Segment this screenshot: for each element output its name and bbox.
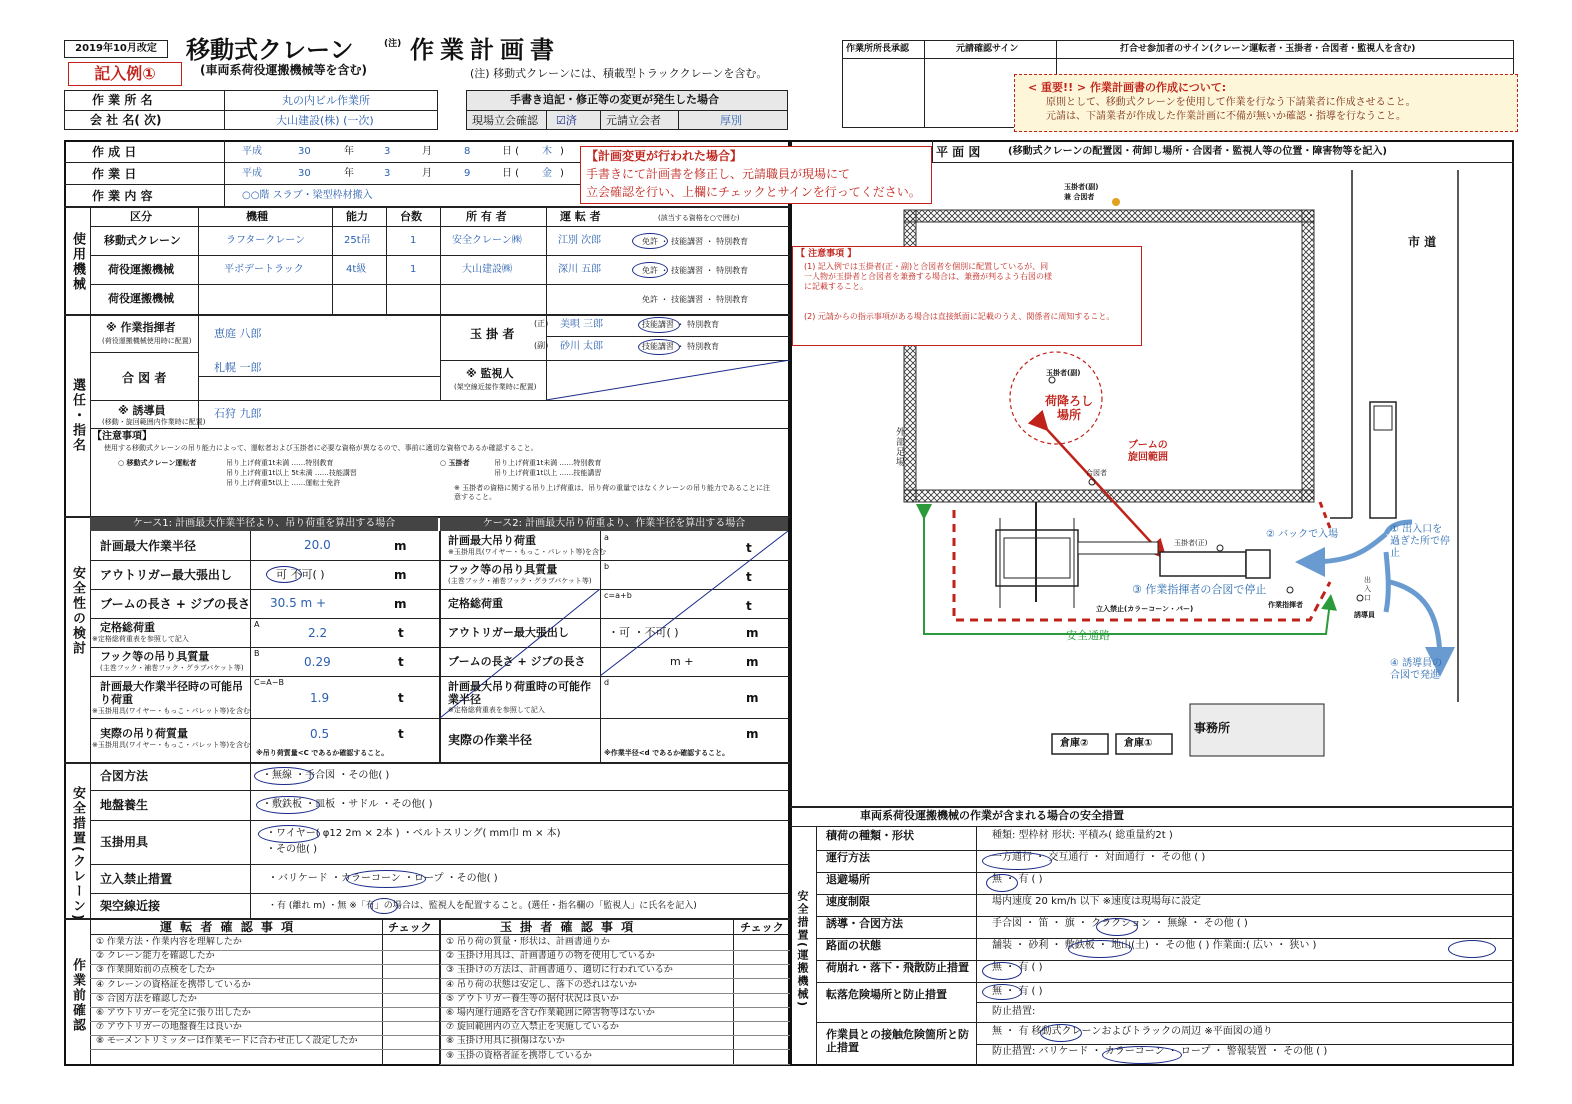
site-check-value[interactable]: ☑済 (556, 114, 577, 127)
safety-side-label: 安全性の検討 (70, 566, 85, 656)
vehicle-row-value: 無 ・ 有 ( ) (992, 986, 1043, 997)
signal-label: 合 図 者 (122, 371, 167, 385)
slinger-item: ④ 吊り荷の状態は安定し、落下の恐れはないか (446, 979, 637, 990)
choice-circle (1040, 1024, 1082, 1042)
calc-left5-tag: B (254, 649, 260, 658)
change-note-line1: 手書きにて計画書を修正し、元請職員が現場にて (586, 167, 851, 181)
leader-value: 恵庭 八郎 (214, 327, 262, 340)
plan-step4: ④ 誘導員の合図で発進 (1390, 658, 1443, 681)
calc-left2-label: アウトリガー最大張出し (100, 568, 232, 582)
work-site-value: 丸の内ビル作業所 (282, 94, 370, 107)
check-row-divider (440, 1064, 790, 1065)
vehicle-row-label: 作業員との接触危険箇所と防止措置 (826, 1028, 969, 1054)
vehicle-row-label: 積荷の種類・形状 (826, 829, 914, 842)
company-label: 会 社 名( 次) (90, 113, 162, 127)
plan-step1: ① 出入口を過ぎた所で停止 (1390, 524, 1450, 559)
slinger-item: ① 吊り荷の質量・形状は、計画書通りか (446, 937, 610, 947)
machine-row1-driver: 江別 次郎 (558, 235, 602, 246)
calc-left3-value: 30.5 m + (270, 596, 327, 610)
plan-signal-top: 兼 合図者 (1064, 193, 1095, 201)
slinger-sub-quals: 技能講習 ・ 特別教育 (642, 342, 720, 351)
calc-left7-unit: t (398, 727, 404, 741)
plan-outer-wall: 外部足場 (896, 428, 906, 468)
vehicle-row-value: 手合図 ・ 笛 ・ 旗 ・ クラクション ・ 無線 ・ その他 ( ) (992, 918, 1248, 929)
calc-left4-note: ※定格総荷重表を参照して記入 (92, 635, 189, 643)
slinger-sub: 砂川 太郎 (560, 341, 604, 352)
calc-left7-value: 0.5 (310, 727, 330, 741)
driver-item: ④ クレーンの資格証を携帯しているか (96, 979, 251, 990)
machines-head-owner: 所 有 者 (466, 210, 507, 223)
slinger-item: ⑤ アウトリガー養生等の据付状況は良いか (446, 993, 619, 1004)
plan-title: 平 面 図 (936, 145, 981, 159)
title-note: (注) (384, 39, 402, 49)
measure2-label: 地盤養生 (100, 798, 149, 812)
machine-row2-kind: 荷役運搬機械 (108, 263, 174, 276)
change-note-line2: 立会確認を行い、上欄にチェックとサインを行ってください。 (586, 185, 921, 199)
choice-circle (982, 962, 1022, 980)
slinger-qual-2: 吊り上げ荷重1t以上 ……技能講習 (494, 469, 602, 477)
crane-qual-2: 吊り上げ荷重1t以上 5t未満 ……技能講習 (226, 469, 357, 477)
plan-guide: 誘導員 (1354, 611, 1375, 619)
plan-title-note: (移動式クレーンの配置図・荷卸し場所・合図者・監視人等の位置・障害物等を記入) (1008, 146, 1387, 157)
plan-warehouse2: 倉庫② (1060, 738, 1089, 749)
calc-right5-label: ブームの長さ + ジブの長さ (448, 655, 586, 668)
slinger-item: ⑧ 玉掛け用具に損傷はないか (446, 1036, 565, 1047)
created-year-unit: 年 (344, 146, 354, 157)
calc-left1-unit: m (394, 539, 407, 553)
plan-step2: ② バックで入場 (1266, 529, 1339, 540)
measure3-value2: ・その他( ) (266, 844, 317, 855)
slinger-main: 美唄 三郎 (560, 319, 604, 330)
driver-check-col: チェック (388, 921, 432, 934)
calc-left7-check: ※吊り荷質量<C であるか確認すること。 (256, 749, 389, 757)
plan-safe-path: 安全通路 (1066, 629, 1110, 642)
vehicle-row-value2: 防止措置: (992, 1006, 1036, 1017)
created-month-unit: 月 (422, 146, 432, 157)
watch-note: (架空線近接作業時に配置) (454, 383, 537, 391)
plan-leader: 作業指揮者 (1268, 601, 1303, 609)
machine-row1-kind: 移動式クレーン (104, 234, 181, 247)
plan-signaler: 合図者 (1086, 469, 1107, 477)
calc-right2-unit: t (746, 570, 752, 584)
calc-left5-unit: t (398, 655, 404, 669)
slinger-main-tag: (正) (534, 319, 549, 328)
choice-circle (370, 898, 398, 914)
calc-right4-value: ・可 ・不可( ) (608, 626, 679, 639)
plan-note-2: (2) 元請からの指示事項がある場合は直接紙面に記載のうえ、関係者に周知すること。 (804, 312, 1115, 321)
content-value: ○○階 スラブ・梁型枠材搬入 (242, 190, 373, 201)
manager-sign-label: 作業所所長承認 (846, 44, 910, 54)
machine-row2-capacity: 4t級 (346, 264, 367, 275)
choice-circle (254, 767, 314, 785)
measure3-value: ・ワイヤー( φ12 2m × 2本 ) ・ベルトスリング( mm巾 m × 本) (266, 828, 561, 839)
driver-checks-title: 運 転 者 確 認 事 項 (160, 920, 296, 934)
machine-row1-quals: 免許 ・ 技能講習 ・ 特別教育 (642, 237, 749, 246)
calc-right2-label: フック等の吊り具質量 (448, 563, 558, 576)
calc-left4-tag: A (254, 620, 260, 629)
calc-left6-tag: C=A−B (254, 678, 284, 687)
change-box-title: 手書き追記・修正等の変更が発生した場合 (510, 93, 719, 106)
work-year-unit: 年 (344, 168, 354, 179)
created-day: 8 (464, 146, 471, 157)
created-era: 平成 (242, 146, 262, 157)
choice-circle (266, 566, 302, 583)
calc-left2-unit: m (394, 568, 407, 582)
crane-qual-1: 吊り上げ荷重1t未満 ……特別教育 (226, 459, 334, 467)
plan-note-title: 【 注意事項 】 (796, 249, 857, 259)
machines-head-note: (該当する資格を○で囲む) (658, 214, 740, 222)
revision-tag: 2019年10月改定 (64, 40, 168, 58)
calc-left6-value: 1.9 (310, 691, 330, 705)
calc-left1-value: 20.0 (304, 538, 331, 552)
case1-header: ケース1: 計画最大作業半径より、吊り荷重を算出する場合 (90, 517, 438, 531)
vehicle-row-value: 無 ・ 有 ( ) (992, 962, 1043, 973)
guide-note: (移動・旋回範囲内作業時に配置) (102, 418, 206, 426)
personnel-note-line: 使用する移動式クレーンの吊り能力によって、運転者および玉掛者に必要な資格が異なるので、事前に適切な資格であるか確認すること。 (104, 444, 538, 452)
machine-row3-quals: 免許 ・ 技能講習 ・ 特別教育 (642, 295, 749, 304)
plan-sub-slinger-top: 玉掛者(副) (1064, 183, 1099, 191)
important-line1: 原則として、移動式クレーンを使用して作業を行なう下請業者に作成させること。 (1046, 97, 1416, 108)
calc-right6-tag: d (604, 678, 610, 687)
machines-head-driver: 運 転 者 (560, 210, 601, 223)
work-weekday: 金 (542, 168, 552, 179)
qual-circle (638, 317, 680, 333)
plan-main-slinger: 玉掛者(正) (1174, 539, 1208, 547)
work-year: 30 (298, 168, 311, 179)
calc-right3-tag: c=a+b (604, 591, 632, 600)
machine-row2-model: 平ボデートラック (224, 264, 304, 275)
calc-left7-label: 実際の吊り荷質量 (100, 727, 188, 740)
machine-row2-quals: 免許 ・ 技能講習 ・ 特別教育 (642, 266, 749, 275)
vehicle-row-label: 退避場所 (826, 873, 870, 886)
driver-item: ⑥ アウトリガーを完全に張り出したか (96, 1008, 251, 1018)
calc-right6-label: 計画最大吊り荷重時の可能作業半径 (448, 680, 591, 706)
calc-right3-unit: t (746, 599, 752, 613)
case2-empty-slash-a (600, 531, 788, 676)
created-close: ) (560, 146, 564, 157)
crane-quals-title: ○ 移動式クレーン運転者 (118, 459, 197, 467)
city-road-label: 市 道 (1408, 235, 1437, 249)
machine-row1-capacity: 25t吊 (344, 235, 371, 246)
measure4-value: ・バリケード ・カラーコーン ・ロープ ・その他( ) (268, 873, 498, 884)
slinger-check-col: チェック (740, 921, 784, 934)
check-row-divider (90, 1049, 439, 1050)
slinger-quals-title: ○ 玉掛者 (440, 459, 470, 467)
plan-note-1: (1) 記入例では玉掛者(正・副)と合図者を個別に配置しているが、同一人物が玉掛者と合図者を兼務する場合は、兼務が判るよう右図の様に記載すること。 (804, 262, 1052, 291)
calc-right5-unit: m (746, 655, 759, 669)
contractor-sign-label: 元請確認サイン (956, 44, 1019, 54)
plan-boom-range: ブームの旋回範囲 (1128, 440, 1168, 463)
calc-right4-unit: m (746, 626, 759, 640)
measure5-value: ・有 (離れ m) ・無 ※「有」の場合は、監視人を配置すること。(選任・指名欄の「監視人」に氏名を記入) (268, 901, 697, 911)
content-label: 作 業 内 容 (92, 189, 153, 203)
choice-circle (1068, 940, 1132, 958)
calc-right1-tag: a (604, 533, 609, 542)
footnote: (注) 移動式クレーンには、積載型トラッククレーンを含む。 (470, 67, 768, 80)
slinger-main-quals: 技能講習 ・ 特別教育 (642, 320, 720, 329)
machines-head-kind: 区分 (130, 210, 152, 223)
vehicle-row-label: 転落危険場所と防止措置 (826, 988, 947, 1001)
measure2-value: ・敷鉄板 ・皿板 ・サドル ・その他( ) (262, 799, 433, 810)
work-month: 3 (384, 168, 391, 179)
created-label: 作 成 日 (92, 145, 137, 159)
calc-right6-note: ※定格総荷重表を参照して記入 (448, 706, 545, 714)
leader-note: (荷役運搬機械使用時に配置) (102, 337, 192, 345)
personnel-side-label: 選任・指名 (70, 378, 85, 453)
choice-circle (982, 984, 1022, 1000)
calc-right1-unit: t (746, 541, 752, 555)
machine-row2-owner: 大山建設㈱ (462, 264, 512, 275)
vehicle-title: 車両系荷役運搬機械の作業が含まれる場合の安全措置 (860, 809, 1124, 822)
calc-left7-note: ※玉掛用具(ワイヤー・もっこ・パレット等)を含む (92, 741, 251, 749)
vehicle-row-label: 路面の状態 (826, 939, 881, 952)
work-era: 平成 (242, 168, 262, 179)
calc-left6-unit: t (398, 691, 404, 705)
measure1-label: 合図方法 (100, 769, 149, 783)
calc-right2-note: (主巻フック・補巻フック・グラブバケット等) (448, 577, 592, 585)
work-day-unit: 日 ( (502, 168, 520, 179)
choice-circle (256, 796, 320, 814)
slinger-checks-title: 玉 掛 者 確 認 事 項 (500, 920, 636, 934)
measure1-value: ・無線 ・手合図 ・その他( ) (262, 770, 390, 781)
calc-right1-note: ※玉掛用具(ワイヤー・もっこ・パレット等)を含む (448, 548, 607, 556)
calc-right7-check: ※作業半径<d であるか確認すること。 (604, 749, 730, 757)
vehicle-row-value: 舗装 ・ 砂利 ・ 敷鉄板 ・ 地山(土) ・ その他 ( ) 作業面:( 広い ・ 狭い ) (992, 940, 1317, 951)
machine-row1-model: ラフタークレーン (226, 235, 306, 246)
measures-side-label: 安全措置(クレーン) (70, 786, 85, 922)
important-line2: 元請は、下請業者が作成した作業計画に不備が無いか確認・指導を行なうこと。 (1046, 111, 1406, 122)
driver-item: ② クレーン能力を確認したか (96, 951, 215, 962)
crane-qual-3: 吊り上げ荷重5t以上 ……運転士免許 (226, 479, 341, 487)
change-note-title: 【計画変更が行われた場合】 (586, 149, 743, 163)
vehicle-row-value: 種類: 型枠材 形状: 平積み( 総重量約2t ) (992, 830, 1173, 841)
contractor-value: 厚別 (720, 114, 742, 127)
vehicle-row-value2: 防止措置: バリケード ・ カラーコーン ・ ロープ ・ 警報装置 ・ その他 ( ) (992, 1046, 1328, 1057)
vehicle-row-label: 誘導・合図方法 (826, 917, 903, 930)
choice-circle (258, 825, 320, 843)
machines-head-count: 台数 (400, 210, 422, 223)
calc-left4-value: 2.2 (308, 626, 328, 640)
driver-item: ③ 作業開始前の点検をしたか (96, 965, 215, 976)
leader-label: ※ 作業指揮者 (106, 321, 176, 334)
plan-no-entry: 立入禁止(カラーコーン・バー) (1096, 605, 1194, 613)
machine-row3-kind: 荷役運搬機械 (108, 292, 174, 305)
created-day-unit: 日 ( (502, 146, 520, 157)
plan-warehouse1: 倉庫① (1124, 738, 1153, 749)
vehicle-row-label: 運行方法 (826, 851, 870, 864)
watch-empty-slash (546, 360, 790, 400)
machine-row2-count: 1 (410, 264, 417, 275)
work-day: 9 (464, 168, 471, 179)
calc-left3-unit: m (394, 597, 407, 611)
machine-row1-owner: 安全クレーン㈱ (452, 235, 522, 246)
slinger-sub-tag: (副) (534, 341, 549, 350)
qual-circle (632, 262, 668, 278)
guide-value: 石狩 九郎 (214, 407, 262, 420)
choice-circle (1096, 918, 1138, 936)
created-year: 30 (298, 146, 311, 157)
vehicle-row-value: 無 ・ 有 移動式クレーンおよびトラックの周辺 ※平面図の通り (992, 1026, 1273, 1037)
machine-row1-count: 1 (410, 235, 417, 246)
slinger-qual-note: ※ 玉掛者の資格に関する吊り上げ荷重は、吊り荷の重量ではなくクレーンの吊り能力であることに注意すること。 (454, 484, 770, 501)
machines-head-capacity: 能力 (346, 210, 368, 223)
calc-left6-note: ※玉掛用具(ワイヤー・もっこ・パレット等)を含む (92, 707, 251, 715)
company-value: 大山建設(株) (一次) (276, 114, 374, 127)
slinger-item: ⑨ 玉掛の資格者証を携帯しているか (446, 1050, 592, 1061)
driver-item: ⑤ 合図方法を確認したか (96, 993, 197, 1004)
guide-label: ※ 誘導員 (118, 404, 166, 417)
vehicle-row-value: 場内速度 20 km/h 以下 ※速度は現場毎に設定 (992, 896, 1202, 907)
plan-drop-zone: 荷降ろし場所 (1044, 394, 1093, 422)
choice-circle (346, 870, 426, 888)
machines-side-label: 使用機械 (70, 232, 85, 292)
calc-left1-label: 計画最大作業半径 (100, 539, 197, 553)
checks-side-label: 作業前確認 (70, 958, 85, 1033)
watch-label: ※ 監視人 (466, 367, 514, 380)
slinger-label: 玉 掛 者 (470, 327, 515, 341)
work-close: ) (560, 168, 564, 179)
title-main: 移動式クレーン (186, 36, 354, 64)
driver-item: ⑦ アウトリガーの地盤養生は良いか (96, 1022, 242, 1033)
calc-left3-label: ブームの長さ + ジブの長さ (100, 597, 251, 611)
calc-right6-unit: m (746, 691, 759, 705)
choice-circle (982, 852, 1052, 870)
plan-gate: 出入口 (1364, 576, 1371, 602)
choice-circle (1448, 940, 1496, 958)
machines-head-model: 機種 (246, 210, 268, 223)
important-title: < 重要!! > 作業計画書の作成について: (1028, 81, 1227, 94)
plan-office: 事務所 (1194, 721, 1231, 735)
plan-note-box (792, 246, 1142, 346)
choice-circle (986, 874, 1018, 892)
calc-right3-label: 定格総荷重 (448, 597, 503, 610)
work-date-label: 作 業 日 (92, 167, 137, 181)
slinger-item: ⑦ 旋回範囲内の立入禁止を実施しているか (446, 1022, 619, 1033)
plan-step3: ③ 作業指揮者の合図で停止 (1132, 583, 1267, 596)
vehicle-row-value: 一方通行 ・ 交互通行 ・ 対面通行 ・ その他 ( ) (992, 852, 1206, 863)
calc-left4-label: 定格総荷重 (100, 621, 155, 634)
qual-circle (638, 339, 680, 355)
subtitle: (車両系荷役運搬機械等を含む) (200, 63, 367, 77)
machine-row2-driver: 深川 五郎 (558, 264, 602, 275)
measure4-label: 立入禁止措置 (100, 872, 173, 886)
slinger-qual-1: 吊り上げ荷重1t未満 ……特別教育 (494, 459, 602, 467)
slinger-item: ③ 玉掛けの方法は、計画書通り、適切に行われているか (446, 965, 673, 976)
personnel-note-title: 【注意事項】 (92, 431, 152, 442)
qual-circle (632, 233, 668, 249)
calc-left5-value: 0.29 (304, 655, 331, 669)
slinger-item: ② 玉掛け用具は、計画書通りの物を使用しているか (446, 951, 655, 962)
site-check-label: 現場立会確認 (472, 114, 538, 127)
work-month-unit: 月 (422, 168, 432, 179)
calc-right2-tag: b (604, 562, 610, 571)
vehicle-row-label: 速度制限 (826, 895, 870, 908)
calc-right4-label: アウトリガー最大張出し (448, 626, 569, 639)
signal-value: 札幌 一郎 (214, 361, 262, 374)
calc-left4-unit: t (398, 626, 404, 640)
driver-item: ⑧ モーメントリミッターは作業モードに合わせ正しく設定したか (96, 1036, 358, 1047)
case2-header: ケース2: 計画最大吊り荷重より、作業半径を算出する場合 (440, 517, 788, 531)
plan-drop-slinger: 玉掛者(副) (1046, 369, 1081, 377)
calc-left2-value: 可 不可( ) (276, 568, 325, 581)
measure3-label: 玉掛用具 (100, 835, 149, 849)
calc-left6-label: 計画最大作業半径時の可能吊り荷重 (100, 680, 243, 706)
contractor-label: 元請立会者 (606, 114, 661, 127)
participants-sign-label: 打合せ参加者のサイン(クレーン運転者・玉掛者・合図者・監視人を含む) (1120, 44, 1416, 54)
measure5-label: 架空線近接 (100, 899, 161, 913)
created-weekday: 木 (542, 146, 552, 157)
calc-left5-label: フック等の吊り具質量 (100, 650, 210, 663)
slinger-item: ⑥ 場内運行通路を含む作業範囲に障害物等はないか (446, 1008, 655, 1018)
calc-left5-note: (主巻フック・補巻フック・グラブバケット等) (100, 664, 244, 672)
calc-right5-value: m + (670, 655, 694, 668)
calc-right7-label: 実際の作業半径 (448, 733, 533, 747)
calc-right7-unit: m (746, 727, 759, 741)
calc-right1-label: 計画最大吊り荷重 (448, 534, 536, 547)
choice-circle (1102, 1046, 1182, 1064)
vehicle-row-label: 荷崩れ・落下・飛散防止措置 (826, 961, 969, 974)
title-suffix: 作業計画書 (410, 36, 560, 64)
work-site-label: 作 業 所 名 (92, 93, 153, 107)
created-month: 3 (384, 146, 391, 157)
vehicle-row-value: 無 ・ 有 ( ) (992, 874, 1043, 885)
driver-item: ① 作業方法・作業内容を理解したか (96, 937, 242, 947)
vehicle-side-label: 安全措置(運搬機械) (796, 890, 809, 1009)
example-label: 記入例① (68, 62, 182, 86)
